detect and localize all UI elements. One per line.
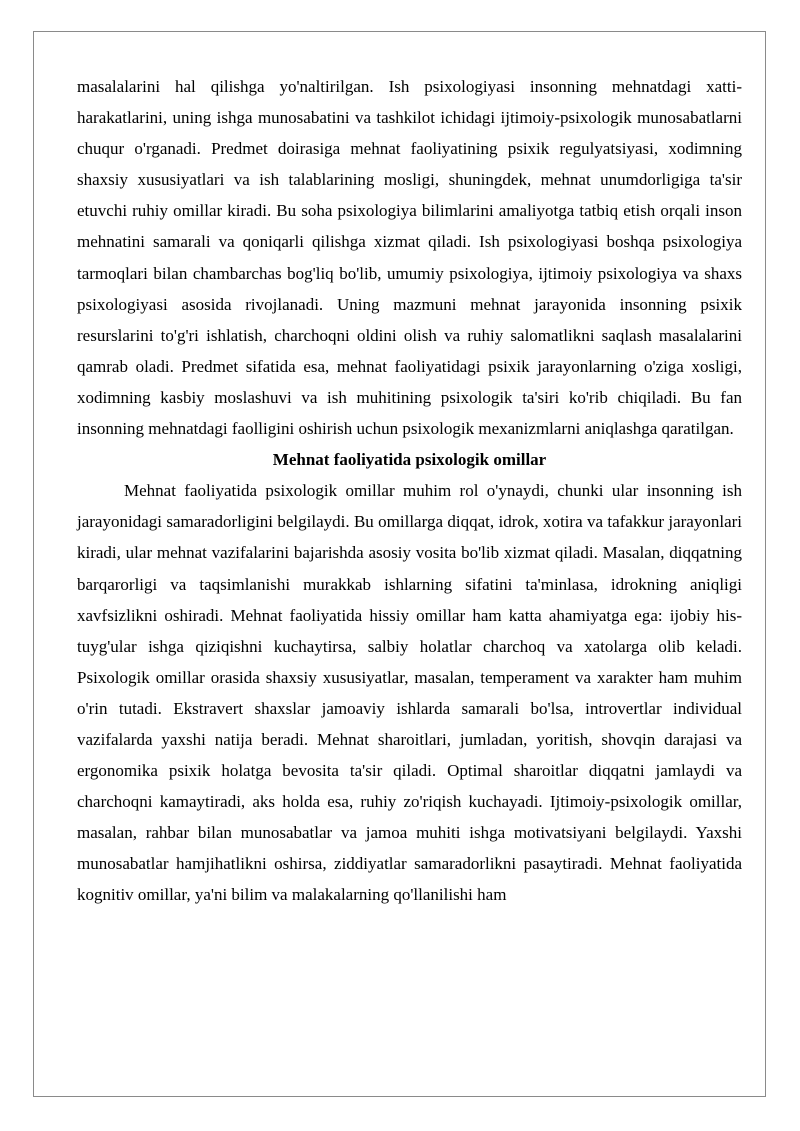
- paragraph-continuation: masalalarini hal qilishga yo'naltirilgan. Ish psixologiyasi insonning mehnatdagi xatti-harakatlarini, uning ishga munosabatini va tashkilot ichidagi ijtimoiy-psixologik munosabatlarni chuqur o'rganadi. Predmet doirasiga mehnat faoliyatining psixik regulyatsiyasi, xodimning shaxsiy xususiyatlari va ish talablarining mosligi, shuningdek, mehnat unumdorligiga ta'sir etuvchi ruhiy omillar kiradi. Bu soha psixologiya bilimlarini amaliyotga tatbiq etish orqali inson mehnatini samarali va qoniqarli qilishga xizmat qiladi. Ish psixologiyasi boshqa psixologiya tarmoqlari bilan chambarchas bog'liq bo'lib, umumiy psixologiya, ijtimoiy psixologiya va shaxs psixologiyasi asosida rivojlanadi. Uning mazmuni mehnat jarayonida insonning psixik resurslarini to'g'ri ishlatish, charchoqni oldini olish va ruhiy salomatlikni saqlash masalalarini qamrab oladi. Predmet sifatida esa, mehnat faoliyatidagi psixik jarayonlarning o'ziga xosligi, xodimning kasbiy moslashuvi va ish muhitining psixologik ta'siri ko'rib chiqiladi. Bu fan insonning mehnatdagi faolligini oshirish uchun psixologik mexanizmlarni aniqlashga qaratilgan.: [77, 77, 742, 439]
- paragraph-body: Mehnat faoliyatida psixologik omillar muhim rol o'ynaydi, chunki ular insonning ish jarayonidagi samaradorligini belgilaydi. Bu omillarga diqqat, idrok, xotira va tafakkur jarayonlari kiradi, ular mehnat vazifalarini bajarishda asosiy vosita bo'lib xizmat qiladi. Masalan, diqqatning barqarorligi va taqsimlanishi murakkab ishlarning sifatini ta'minlasa, idrokning aniqligi xavfsizlikni oshiradi. Mehnat faoliyatida hissiy omillar ham katta ahamiyatga ega: ijobiy his-tuyg'ular ishga qiziqishni kuchaytirsa, salbiy holatlar charchoq va xatolarga olib keladi. Psixologik omillar orasida shaxsiy xususiyatlar, masalan, temperament va xarakter ham muhim o'rin tutadi. Ekstravert shaxslar jamoaviy ishlarda samarali bo'lsa, introvertlar individual vazifalarda yaxshi natija beradi. Mehnat sharoitlari, jumladan, yoritish, shovqin darajasi va ergonomika psixik holatga bevosita ta'sir qiladi. Optimal sharoitlar diqqatni jamlaydi va charchoqni kamaytiradi, aks holda esa, ruhiy zo'riqish kuchayadi. Ijtimoiy-psixologik omillar, masalan, rahbar bilan munosabatlar va jamoa muhiti ishga motivatsiyani belgilaydi. Yaxshi munosabatlar hamjihatlikni oshirsa, ziddiyatlar samaradorlikni pasaytiradi. Mehnat faoliyatida kognitiv omillar, ya'ni bilim va malakalarning qo'llanilishi ham: [77, 481, 742, 905]
- document-body: [77, 71, 742, 911]
- section-heading: Mehnat faoliyatida psixologik omillar: [272, 450, 547, 470]
